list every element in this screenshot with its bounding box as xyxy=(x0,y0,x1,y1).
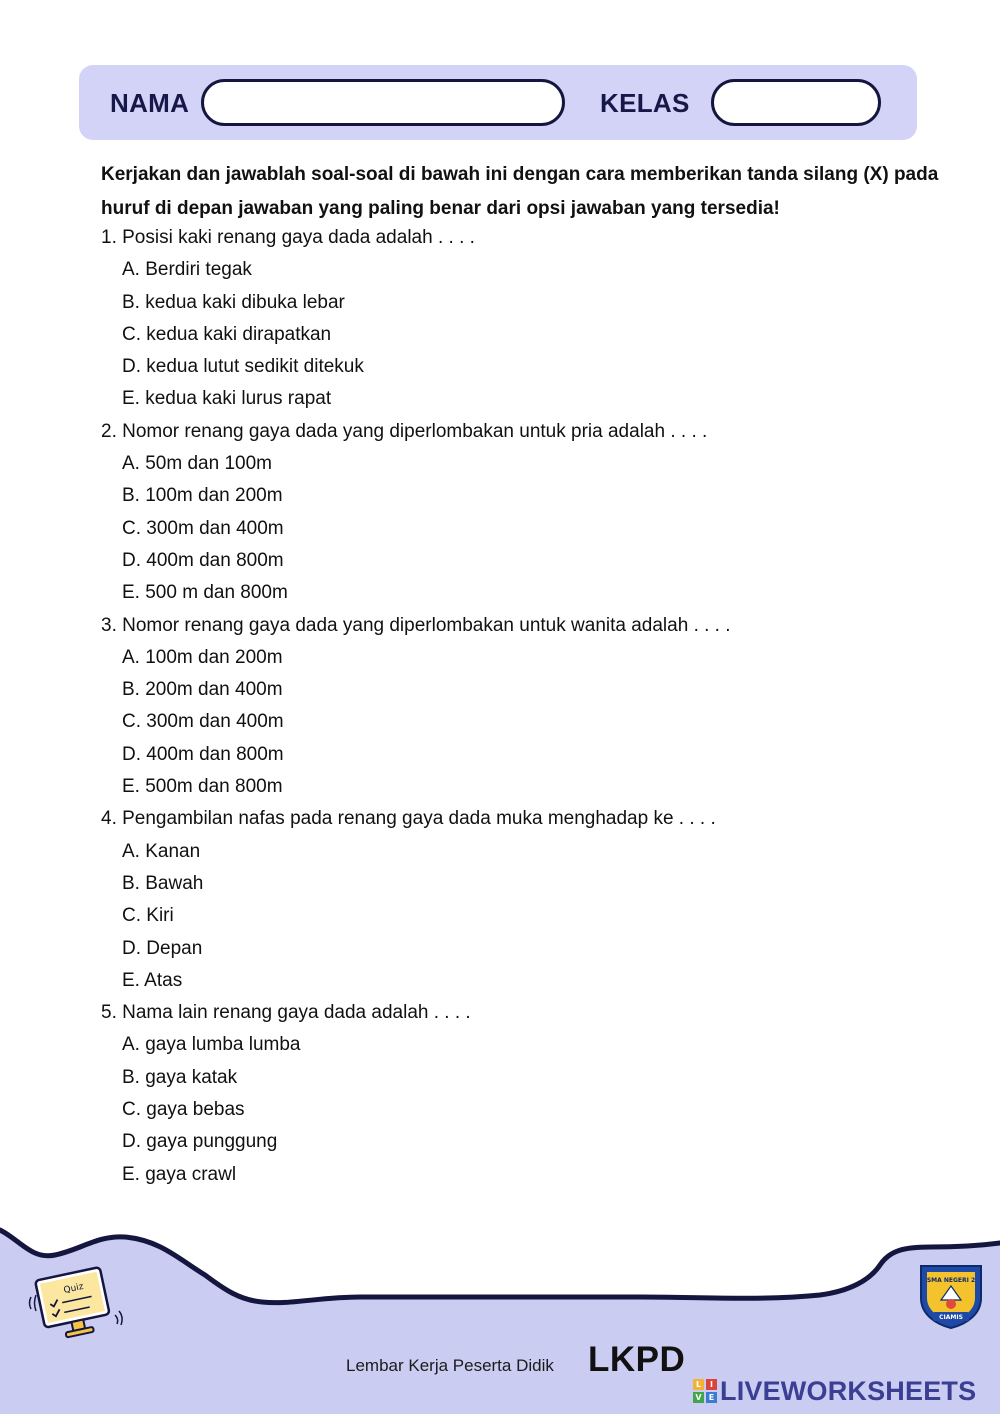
lw-square-e: E xyxy=(706,1392,717,1403)
question-1-option-c[interactable]: C. kedua kaki dirapatkan xyxy=(122,323,332,345)
question-4-option-e[interactable]: E. Atas xyxy=(122,969,183,991)
question-4-option-c[interactable]: C. Kiri xyxy=(122,905,174,927)
question-3-option-b[interactable]: B. 200m dan 400m xyxy=(122,679,283,701)
question-5-option-d[interactable]: D. gaya punggung xyxy=(122,1131,278,1153)
class-label: KELAS xyxy=(600,88,690,118)
question-1-option-e[interactable]: E. kedua kaki lurus rapat xyxy=(122,388,332,410)
question-2-option-e[interactable]: E. 500 m dan 800m xyxy=(122,582,288,604)
question-4-option-d[interactable]: D. Depan xyxy=(122,937,203,959)
question-5-option-a[interactable]: A. gaya lumba lumba xyxy=(122,1034,301,1056)
question-1-option-a[interactable]: A. Berdiri tegak xyxy=(122,259,252,281)
question-list xyxy=(101,222,961,1191)
question-1-option-b[interactable]: B. kedua kaki dibuka lebar xyxy=(122,291,345,313)
quiz-icon-label: Quiz xyxy=(62,1281,85,1296)
question-3-option-d[interactable]: D. 400m dan 800m xyxy=(122,743,284,765)
class-input[interactable] xyxy=(711,79,881,126)
question-5-option-e[interactable]: E. gaya crawl xyxy=(122,1163,237,1185)
lw-square-v: V xyxy=(693,1392,704,1403)
question-3-option-a[interactable]: A. 100m dan 200m xyxy=(122,646,283,668)
liveworksheets-text: LIVEWORKSHEETS xyxy=(720,1376,977,1406)
instructions-text: Kerjakan dan jawablah soal-soal di bawah ini dengan cara memberikan tanda silang (X) pada huruf di depan jawaban yang paling benar dari opsi jawaban yang tersedia! xyxy=(101,164,939,219)
footer-label: Lembar Kerja Peserta Didik xyxy=(346,1356,554,1375)
footer-brand: LKPD xyxy=(588,1340,686,1379)
name-label: NAMA xyxy=(110,88,190,118)
school-logo-title: SMA NEGERI 2 xyxy=(926,1277,976,1284)
question-2-option-b[interactable]: B. 100m dan 200m xyxy=(122,485,283,507)
lw-square-l: L xyxy=(693,1379,704,1390)
name-input[interactable] xyxy=(201,79,565,126)
question-2-option-a[interactable]: A. 50m dan 100m xyxy=(122,453,272,475)
school-logo xyxy=(915,1258,987,1330)
quiz-monitor-icon xyxy=(27,1265,123,1345)
question-5-text: 5. Nama lain renang gaya dada adalah . . . . xyxy=(101,1002,471,1024)
question-5-option-b[interactable]: B. gaya katak xyxy=(122,1066,238,1088)
question-3-option-e[interactable]: E. 500m dan 800m xyxy=(122,776,283,798)
question-1-text: 1. Posisi kaki renang gaya dada adalah . . . . xyxy=(101,227,475,248)
question-3-text: 3. Nomor renang gaya dada yang diperlombakan untuk wanita adalah . . . . xyxy=(101,614,731,636)
question-2-option-d[interactable]: D. 400m dan 800m xyxy=(122,549,284,571)
question-3-option-c[interactable]: C. 300m dan 400m xyxy=(122,711,284,733)
liveworksheets-logo[interactable] xyxy=(693,1376,976,1406)
question-2-text: 2. Nomor renang gaya dada yang diperlombakan untuk pria adalah . . . . xyxy=(101,420,708,442)
school-logo-city: CIAMIS xyxy=(939,1314,963,1321)
lw-square-i: I xyxy=(706,1379,717,1390)
question-4-option-a[interactable]: A. Kanan xyxy=(122,840,201,862)
question-4-option-b[interactable]: B. Bawah xyxy=(122,872,204,894)
question-1-option-d[interactable]: D. kedua lutut sedikit ditekuk xyxy=(122,356,364,378)
question-2-option-c[interactable]: C. 300m dan 400m xyxy=(122,517,284,539)
question-5-option-c[interactable]: C. gaya bebas xyxy=(122,1099,245,1121)
question-4-text: 4. Pengambilan nafas pada renang gaya dada muka menghadap ke . . . . xyxy=(101,808,716,830)
liveworksheets-squares-icon xyxy=(693,1379,717,1403)
